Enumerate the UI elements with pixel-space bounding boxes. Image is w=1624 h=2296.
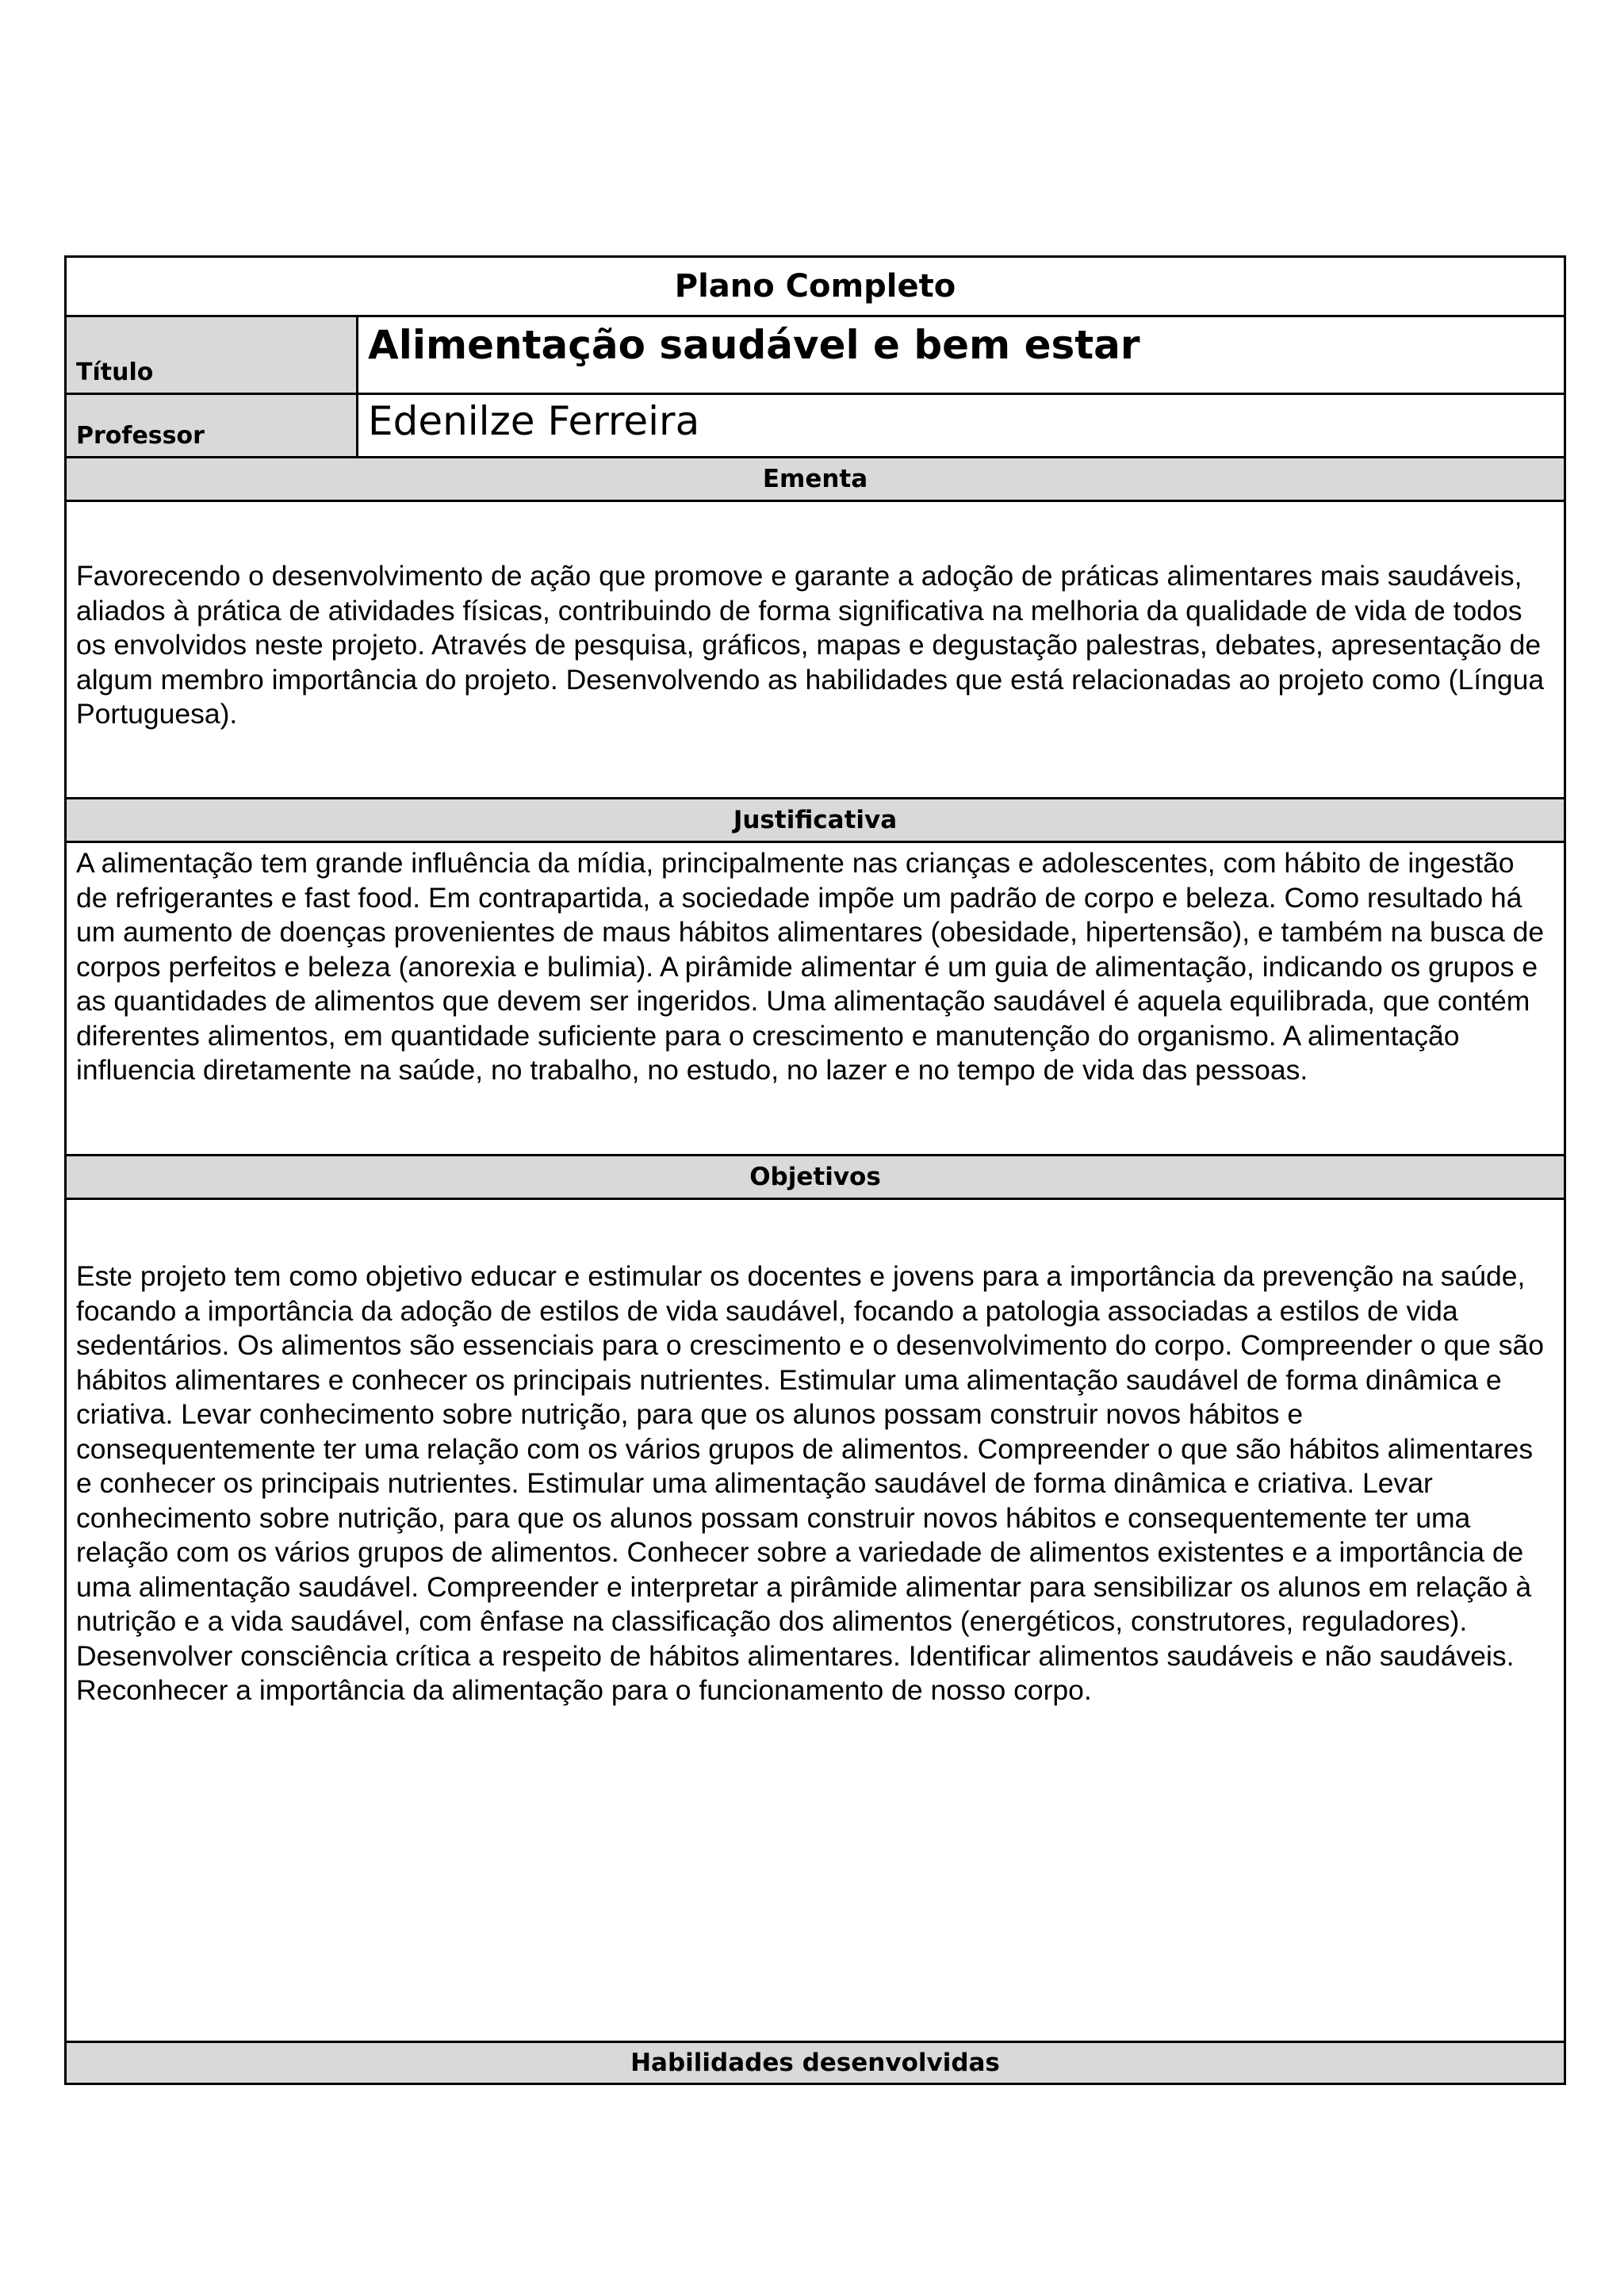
professor-label: Professor — [67, 395, 358, 456]
justificativa-heading — [67, 799, 1564, 843]
titulo-label: Título — [67, 317, 358, 393]
objetivos-heading — [67, 1156, 1564, 1200]
ementa-heading-text: Ementa — [762, 465, 868, 493]
titulo-value: Alimentação saudável e bem estar — [368, 322, 1140, 368]
objetivos-heading-text: Objetivos — [749, 1163, 881, 1191]
professor-row — [67, 395, 1564, 458]
objetivos-body — [67, 1200, 1564, 2043]
ementa-body — [67, 502, 1564, 799]
lesson-plan-table — [64, 255, 1566, 2085]
ementa-text: Favorecendo o desenvolvimento de ação que promove e garante a adoção de práticas alimentares mais saudáveis, aliados à prática de atividades físicas, contribuindo de forma significativa na melhoria da qualidade de vida de todos os envolvidos neste projeto. Através de pesquisa, gráficos, mapas e degustação palestras, debates, apresentação de algum membro importância do projeto. Desenvolvendo as habilidades que está relacionadas ao projeto como (Língua Portuguesa). — [76, 560, 1545, 730]
habilidades-heading — [67, 2043, 1564, 2083]
justificativa-text: A alimentação tem grande influência da mídia, principalmente nas crianças e adolescentes, com hábito de ingestão de refrigerantes e fast food. Em contrapartida, a sociedade impõe um padrão de corpo e beleza. Como resultado há um aumento de doenças provenientes de maus hábitos alimentares (obesidade, hipertensão), e também na busca de corpos perfeitos e beleza (anorexia e bulimia). A pirâmide alimentar é um guia de alimentação, indicando os grupos e as quantidades de alimentos que devem ser ingeridos. Uma alimentação saudável é aquela equilibrada, que contém diferentes alimentos, em quantidade suficiente para o crescimento e manutenção do organismo. A alimentação influencia diretamente na saúde, no trabalho, no estudo, no lazer e no tempo de vida das pessoas. — [76, 847, 1545, 1086]
ementa-heading — [67, 458, 1564, 502]
habilidades-heading-text: Habilidades desenvolvidas — [630, 2049, 1000, 2077]
professor-value: Edenilze Ferreira — [368, 398, 700, 444]
justificativa-body — [67, 843, 1564, 1156]
objetivos-text: Este projeto tem como objetivo educar e estimular os docentes e jovens para a importância da prevenção na saúde, focando a importância da adoção de estilos de vida saudável, focando a patologia associadas a estilos de vida sedentários. Os alimentos são essenciais para o crescimento e o desenvolvimento do corpo. Compreender o que são hábitos alimentares e conhecer os principais nutrientes. Estimular uma alimentação saudável de forma dinâmica e criativa. Levar conhecimento sobre nutrição, para que os alunos possam construir novos hábitos e consequentemente ter uma relação com os vários grupos de alimentos. Compreender o que são hábitos alimentares e conhecer os principais nutrientes. Estimular uma alimentação saudável de forma dinâmica e criativa. Levar conhecimento sobre nutrição, para que os alunos possam construir novos hábitos e consequentemente ter uma relação com os vários grupos de alimentos. Conhecer sobre a variedade de alimentos existentes e a importância de uma alimentação saudável. Compreender e interpretar a pirâmide alimentar para sensibilizar os alunos em relação à nutrição e a vida saudável, com ênfase na classificação dos alimentos (energéticos, construtores, reguladores). Desenvolver consciência crítica a respeito de hábitos alimentares. Identificar alimentos saudáveis e não saudáveis. Reconhecer a importância da alimentação para o funcionamento de nosso corpo. — [76, 1260, 1544, 1706]
titulo-row — [67, 317, 1564, 395]
plan-title: Plano Completo — [674, 268, 956, 305]
plan-header — [67, 258, 1564, 317]
justificativa-heading-text: Justificativa — [733, 806, 898, 834]
